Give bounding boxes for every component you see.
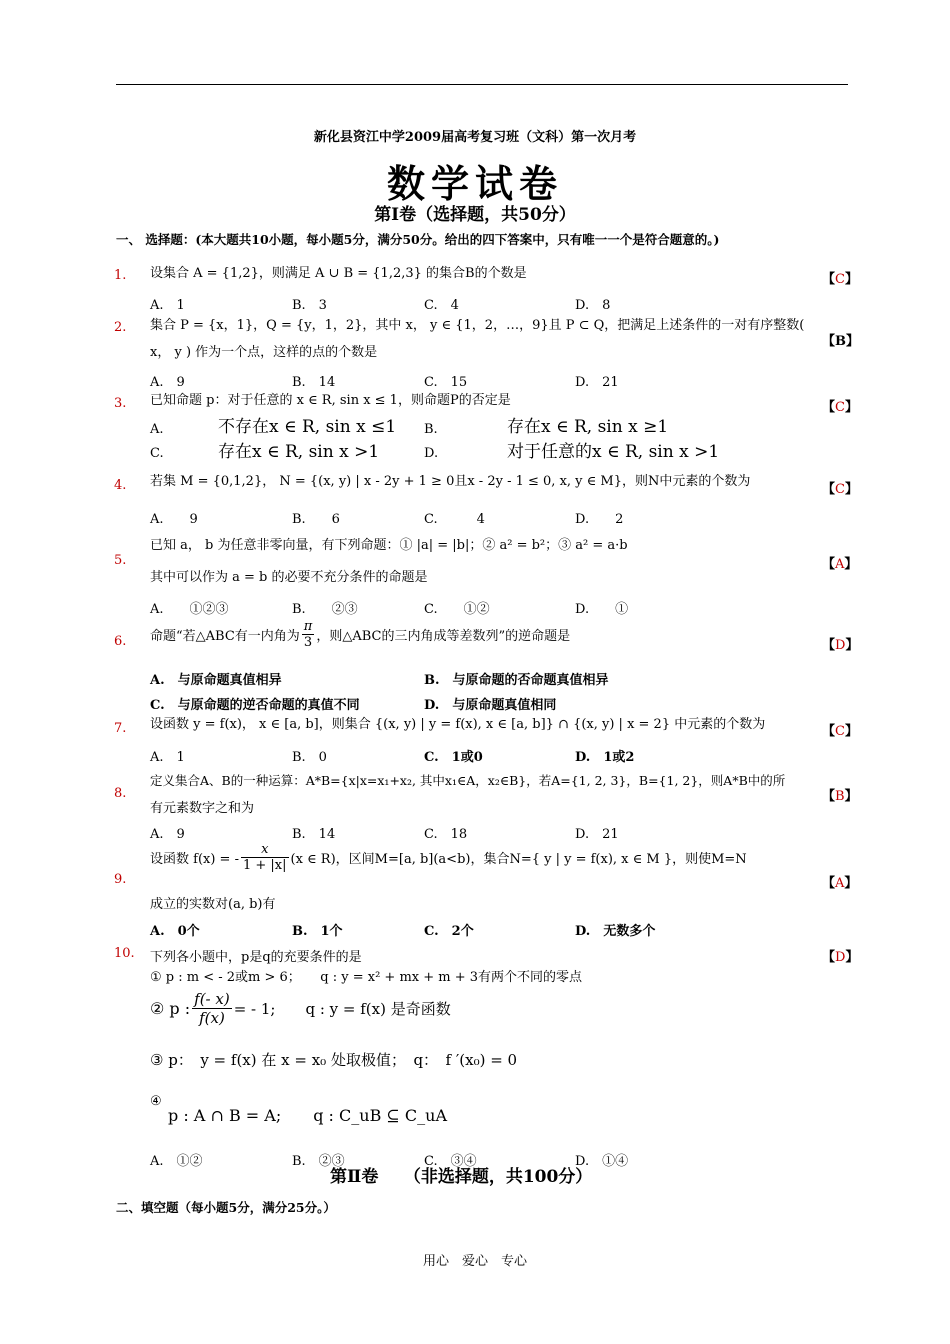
question-stem: 定义集合A、B的一种运算：A*B={x|x=x₁+x₂, 其中x₁∈A，x₂∈B}，若A={1, 2, 3}，B={1, 2}，则A*B中的所 [150, 773, 786, 788]
option-c: C. 18 [424, 827, 468, 842]
fraction-numerator: π [303, 619, 313, 634]
question-stem: 集合 P = {x，1}，Q = {y，1，2}，其中 x， y ∈ {1，2，…，9}且 P ⊂ Q，把满足上述条件的一对有序整数( [150, 318, 805, 333]
section1-heading: 一、 选择题：(本大题共10小题，每小题5分，满分50分。给出的四下答案中，只有唯一一个是符合题意的。) [116, 232, 720, 247]
question-number: 6. [114, 634, 127, 649]
exam-title: 数学试卷 [386, 161, 563, 206]
question-stem-line2: x， y ) 作为一个点，这样的点的个数是 [150, 345, 378, 360]
answer-mark: 【C】 [822, 272, 858, 287]
fraction-numerator: f(- x) [194, 990, 230, 1008]
option-b-text: 存在x ∈ R, sin x ≥1 [507, 417, 669, 437]
option-c: C. 2个 [424, 924, 474, 939]
stem-text-cont: (x ∈ R)，区间M=[a, b](a<b)，集合N={ y | y = f(x), x ∈ M }，则使M=N [290, 852, 747, 867]
option-c: C. 15 [424, 375, 468, 390]
condition-2 [150, 990, 451, 1027]
question-number: 2. [114, 320, 127, 335]
question-stem: 设集合 A = {1,2}，则满足 A ∪ B = {1,2,3} 的集合B的个数是 [150, 266, 527, 281]
question-stem-line2: 其中可以作为 a = b 的必要不充分条件的命题是 [150, 570, 428, 585]
question-number: 9. [114, 872, 127, 887]
fraction-function [241, 842, 289, 873]
answer-letter: B [835, 789, 845, 804]
option-a: A. ①② [150, 1154, 203, 1169]
answer-mark: 【C】 [822, 724, 858, 739]
question-number: 4. [114, 478, 127, 493]
option-c: C. 4 [424, 512, 485, 527]
answer-letter: C [835, 272, 845, 287]
option-b: B. 14 [292, 375, 336, 390]
option-b: B. 0 [292, 750, 327, 765]
option-d: D. 21 [575, 827, 619, 842]
option-b-label: B. [424, 422, 438, 437]
answer-letter: D [835, 950, 846, 965]
question-stem: 已知 a， b 为任意非零向量，有下列命题：① |a| = |b|；② a² = b²；③ a² = a·b [150, 538, 628, 553]
answer-letter: C [835, 400, 845, 415]
stem-text-cont: ，则△ABC的三内角成等差数列”的逆命题是 [316, 629, 571, 644]
question-stem: 下列各小题中，p是q的充要条件的是 [150, 950, 362, 965]
option-c: C. 与原命题的逆否命题的真值不同 [150, 698, 360, 713]
option-b: B. ②③ [292, 1154, 345, 1169]
answer-mark: 【A】 [822, 557, 858, 572]
question-stem [150, 619, 570, 650]
question-stem: 若集 M = {0,1,2}， N = {(x, y) | x - 2y + 1 ≥ 0且x - 2y - 1 ≤ 0, x, y ∈ M}，则N中元素的个数为 [150, 474, 751, 489]
option-a: A. 1 [150, 750, 185, 765]
option-b: B. 1个 [292, 924, 343, 939]
part2-heading: 第Ⅱ卷 （非选择题，共100分） [330, 1167, 593, 1187]
cond2-suffix: = - 1; q : y = f(x) 是奇函数 [233, 1000, 451, 1018]
option-c-text: 存在x ∈ R, sin x >1 [218, 442, 380, 462]
option-a: A. 1 [150, 298, 185, 313]
answer-letter: D [835, 638, 846, 653]
condition-1: ① p : m < - 2或m > 6； q : y = x² + mx + m + 3有两个不同的零点 [150, 970, 583, 985]
top-rule [116, 84, 848, 85]
answer-mark: 【C】 [822, 482, 858, 497]
exam-subtitle: 新化县资江中学2009届高考复习班（文科）第一次月考 [313, 130, 637, 145]
question-stem-line2: 有元素数字之和为 [150, 801, 255, 816]
option-a: A. ①②③ [150, 602, 229, 617]
option-b: B. 14 [292, 827, 336, 842]
page-footer: 用心 爱心 专心 [422, 1254, 527, 1269]
option-c: C. 1或0 [424, 750, 483, 765]
question-stem: 已知命题 p：对于任意的 x ∈ R, sin x ≤ 1，则命题P的否定是 [150, 393, 511, 408]
option-d: D. ①④ [575, 1154, 629, 1169]
answer-mark: 【D】 [822, 638, 859, 653]
condition-4-marker: ④ [150, 1094, 162, 1109]
option-d: D. 21 [575, 375, 619, 390]
question-stem-line2: 成立的实数对(a, b)有 [150, 897, 276, 912]
option-a-text: 不存在x ∈ R, sin x ≤1 [218, 417, 397, 437]
question-number: 1. [114, 268, 127, 283]
fraction-cond2 [192, 990, 232, 1027]
question-number: 5. [114, 553, 127, 568]
option-d-label: D. [424, 446, 439, 461]
option-a: A. 9 [150, 827, 185, 842]
answer-letter: A [835, 557, 845, 572]
fraction-denominator: 3 [303, 635, 313, 650]
option-c-label: C. [150, 446, 164, 461]
question-number: 7. [114, 721, 127, 736]
option-d: D. 8 [575, 298, 611, 313]
option-a: A. 9 [150, 512, 198, 527]
option-b: B. 6 [292, 512, 340, 527]
option-a: A. 与原命题真值相异 [150, 673, 282, 688]
answer-letter: C [835, 724, 845, 739]
answer-letter: B [835, 334, 847, 349]
answer-mark: 【C】 [822, 400, 858, 415]
option-d: D. 1或2 [575, 750, 635, 765]
option-a: A. 0个 [150, 924, 200, 939]
question-number: 3. [114, 396, 127, 411]
section2-heading: 二、填空题（每小题5分，满分25分。） [116, 1200, 336, 1215]
part1-heading: 第Ⅰ卷（选择题，共50分） [374, 205, 576, 225]
option-c: C. 4 [424, 298, 459, 313]
question-stem [150, 842, 747, 873]
question-stem: 设函数 y = f(x)， x ∈ [a, b]，则集合 {(x, y) | y = f(x), x ∈ [a, b]} ∩ {(x, y) | x = 2} 中元素的个数为 [150, 717, 766, 732]
option-d: D. 2 [575, 512, 624, 527]
answer-mark: 【A】 [822, 876, 858, 891]
option-a: A. 9 [150, 375, 185, 390]
stem-text: 命题“若△ABC有一内角为 [150, 629, 300, 644]
answer-mark: 【D】 [822, 950, 859, 965]
answer-mark: 【B】 [822, 789, 858, 804]
option-b: B. 3 [292, 298, 327, 313]
option-d: D. 无数多个 [575, 924, 656, 939]
option-c: C. ①② [424, 602, 490, 617]
condition-3: ③ p： y = f(x) 在 x = x₀ 处取极值； q： f ′(x₀) = 0 [150, 1051, 518, 1069]
option-b: B. ②③ [292, 602, 358, 617]
option-d: D. ① [575, 602, 629, 617]
answer-mark: 【B】 [822, 334, 860, 349]
fraction-denominator: f(x) [199, 1009, 225, 1027]
option-d: D. 与原命题真值相同 [424, 698, 557, 713]
option-b: B. 与原命题的否命题真值相异 [424, 673, 609, 688]
answer-letter: A [835, 876, 845, 891]
option-a-label: A. [150, 422, 164, 437]
fraction-denominator: 1 + |x| [242, 858, 287, 873]
answer-letter: C [835, 482, 845, 497]
stem-text: 设函数 f(x) = - [150, 852, 239, 867]
option-c: C. ③④ [424, 1154, 477, 1169]
cond2-prefix: ② p : [150, 999, 191, 1018]
question-number: 8. [114, 786, 127, 801]
option-d-text: 对于任意的x ∈ R, sin x >1 [507, 442, 720, 462]
condition-4: p : A ∩ B = A; q : C_uB ⊆ C_uA [168, 1106, 448, 1125]
question-number: 10. [114, 946, 135, 961]
fraction-numerator: x [241, 842, 289, 858]
fraction-pi-over-3 [302, 619, 315, 650]
